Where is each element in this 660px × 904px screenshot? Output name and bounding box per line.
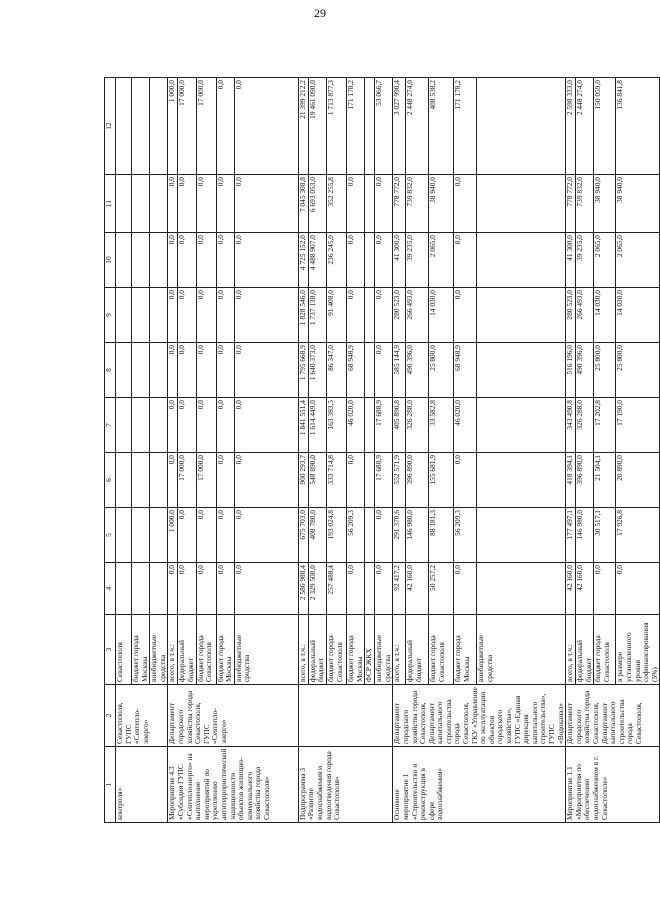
amount-cell	[477, 78, 566, 175]
col-num: 1	[105, 747, 116, 823]
amount-cell: 0,0	[178, 343, 196, 398]
amount-cell: 2 598 333,0	[566, 78, 576, 175]
amount-cell	[365, 508, 375, 563]
amount-cell	[132, 453, 150, 508]
amount-cell: 0,0	[178, 288, 196, 343]
funding-source-cell: внебюджетные средства	[477, 615, 566, 685]
amount-cell: 38 940,0	[429, 175, 454, 233]
responsible-cell: Департамент городского хозяйства города Севастополя, Департамент капитального строительства города Севастополя, ГКУ «Управление по эксплуатации объектов городского хозяйства», ГУПС «Единая дирекция капитального строительства», ГУПС «Водоканал»	[393, 685, 566, 747]
table-row	[566, 78, 576, 823]
amount-cell: 17 000,0	[196, 453, 216, 508]
amount-cell: 25 800,0	[594, 343, 616, 398]
funding-source-cell: бюджет города Москвы	[346, 615, 364, 685]
rotated-table-page	[104, 78, 659, 823]
event-name-cell: Мероприятие 4.3 «Субсидия ГУПС «Севтеплоэнерго» на выполнение мероприятий по укреплению антитеррористической защищенности объектов жилищно-коммунального хозяйства города Севастополя»	[168, 747, 298, 823]
amount-cell	[150, 288, 168, 343]
amount-cell	[150, 175, 168, 233]
amount-cell: 17 926,8	[616, 508, 660, 563]
amount-cell: 86 347,0	[326, 343, 346, 398]
amount-cell: 0,0	[178, 398, 196, 453]
amount-cell	[477, 453, 566, 508]
amount-cell: 0,0	[375, 288, 393, 343]
amount-cell: 19 461 090,0	[308, 78, 326, 175]
amount-cell: 6 693 053,0	[308, 175, 326, 233]
funding-source-cell: бюджет города Севастополя	[196, 615, 216, 685]
amount-cell	[365, 78, 375, 175]
amount-cell: 0,0	[234, 398, 298, 453]
amount-cell	[116, 508, 132, 563]
amount-cell: 136 841,8	[616, 78, 660, 175]
amount-cell: 0,0	[216, 453, 234, 508]
amount-cell: 25 800,0	[616, 343, 660, 398]
amount-cell: 2 065,0	[616, 233, 660, 288]
amount-cell: 418 394,1	[566, 453, 576, 508]
funding-source-cell: бюджет города Москвы	[454, 615, 477, 685]
col-num: 9	[105, 288, 116, 343]
amount-cell: 38 940,0	[616, 175, 660, 233]
amount-cell: 0,0	[375, 233, 393, 288]
amount-cell: 14 030,0	[429, 288, 454, 343]
amount-cell: 675 703,0	[298, 508, 308, 563]
amount-cell: 739 832,0	[405, 175, 428, 233]
amount-cell	[477, 398, 566, 453]
amount-cell: 177 497,1	[566, 508, 576, 563]
amount-cell	[132, 175, 150, 233]
amount-cell	[365, 175, 375, 233]
amount-cell: 0,0	[454, 563, 477, 615]
amount-cell: 0,0	[196, 343, 216, 398]
amount-cell: 17 000,0	[178, 453, 196, 508]
amount-cell: 56 209,3	[454, 508, 477, 563]
amount-cell: 30 517,1	[594, 508, 616, 563]
amount-cell: 21 399 212,2	[298, 78, 308, 175]
amount-cell: 1 795 668,9	[298, 343, 308, 398]
event-name-cell: Мероприятие 1.1 «Мероприятия по обеспечению водоснабжением в г. Севастополе»	[566, 747, 660, 823]
amount-cell: 41 300,0	[393, 233, 406, 288]
amount-cell: 68 948,9	[454, 343, 477, 398]
amount-cell: 17 688,9	[375, 398, 393, 453]
amount-cell: 405 890,8	[393, 398, 406, 453]
col-num: 4	[105, 563, 116, 615]
amount-cell: 0,0	[234, 563, 298, 615]
amount-cell: 0,0	[346, 175, 364, 233]
amount-cell: 46 020,0	[454, 398, 477, 453]
amount-cell: 3 027 990,4	[393, 78, 406, 175]
amount-cell: 88 181,3	[429, 508, 454, 563]
funding-source-cell: бюджет города Севастополя	[594, 615, 616, 685]
amount-cell	[116, 563, 132, 615]
amount-cell: 150 059,0	[594, 78, 616, 175]
col-num: 5	[105, 508, 116, 563]
amount-cell	[132, 78, 150, 175]
amount-cell: 0,0	[178, 563, 196, 615]
amount-cell	[116, 288, 132, 343]
amount-cell	[365, 233, 375, 288]
amount-cell: 14 030,0	[594, 288, 616, 343]
amount-cell: 0,0	[375, 563, 393, 615]
amount-cell: 0,0	[234, 288, 298, 343]
amount-cell: 0,0	[454, 233, 477, 288]
amount-cell: 0,0	[216, 233, 234, 288]
amount-cell: 0,0	[234, 78, 298, 175]
amount-cell: 46 020,0	[346, 398, 364, 453]
amount-cell	[116, 398, 132, 453]
amount-cell: 42 160,0	[566, 563, 576, 615]
amount-cell	[116, 78, 132, 175]
amount-cell: 352 255,8	[326, 175, 346, 233]
amount-cell: 1 640 373,0	[308, 343, 326, 398]
amount-cell: 1 000,0	[168, 78, 178, 175]
amount-cell: 280 523,0	[393, 288, 406, 343]
amount-cell: 92 417,2	[393, 563, 406, 615]
funding-source-cell: федеральный бюджет	[308, 615, 326, 685]
amount-cell: 0,0	[346, 563, 364, 615]
table-body	[116, 78, 660, 823]
amount-cell: 1 614 449,0	[308, 398, 326, 453]
amount-cell: 0,0	[196, 508, 216, 563]
amount-cell: 0,0	[346, 453, 364, 508]
amount-cell: 0,0	[375, 343, 393, 398]
amount-cell: 333 714,8	[326, 453, 346, 508]
funding-source-cell: внебюджетные средства	[375, 615, 393, 685]
funding-source-cell: Севастополя	[116, 615, 132, 685]
amount-cell: 552 571,9	[393, 453, 406, 508]
amount-cell: 2 586 988,4	[298, 563, 308, 615]
funding-source-cell: бюджет города Москвы	[216, 615, 234, 685]
amount-cell	[477, 508, 566, 563]
amount-cell: 193 024,8	[326, 508, 346, 563]
amount-cell: 778 772,0	[566, 175, 576, 233]
funding-source-cell: всего, в т.ч.:	[393, 615, 406, 685]
amount-cell: 33 582,8	[429, 398, 454, 453]
amount-cell: 2 448 274,0	[405, 78, 428, 175]
amount-cell: 778 772,0	[393, 175, 406, 233]
amount-cell: 490 396,0	[405, 343, 428, 398]
amount-cell	[132, 398, 150, 453]
amount-cell	[116, 175, 132, 233]
amount-cell: 0,0	[216, 78, 234, 175]
amount-cell: 42 160,0	[576, 563, 594, 615]
amount-cell: 585 144,9	[393, 343, 406, 398]
funding-source-cell: в размере установленного уровня софинансирования (5%)	[616, 615, 660, 685]
amount-cell	[132, 288, 150, 343]
column-number-row	[105, 78, 116, 823]
table-row	[393, 78, 406, 823]
funding-source-cell: всего, в т.ч.:	[168, 615, 178, 685]
amount-cell: 0,0	[216, 508, 234, 563]
amount-cell: 42 160,0	[405, 563, 428, 615]
col-num: 6	[105, 453, 116, 508]
amount-cell: 408 538,2	[429, 78, 454, 175]
amount-cell	[150, 233, 168, 288]
amount-cell: 0,0	[375, 508, 393, 563]
amount-cell: 0,0	[196, 233, 216, 288]
event-name-cell: Основное мероприятие 1 «Строительство и реконструкция в сфере водоснабжения»	[393, 747, 566, 823]
funding-source-cell: бюджет города Севастополя	[326, 615, 346, 685]
event-name-cell: Подпрограмма 3 «Развитие водоснабжения и водоотведения города Севастополя»	[298, 747, 393, 823]
amount-cell	[365, 288, 375, 343]
amount-cell: 0,0	[196, 398, 216, 453]
amount-cell: 408 780,0	[308, 508, 326, 563]
col-num: 11	[105, 175, 116, 233]
amount-cell: 266 493,0	[405, 288, 428, 343]
amount-cell: 0,0	[168, 175, 178, 233]
amount-cell: 17 688,9	[375, 453, 393, 508]
amount-cell	[116, 233, 132, 288]
amount-cell: 25 800,0	[429, 343, 454, 398]
amount-cell: 0,0	[234, 233, 298, 288]
table-row	[168, 78, 178, 823]
responsible-cell: Департамент городского хозяйства города Севастополя, Департамент капитального строительства города Севастополя,	[566, 685, 660, 747]
funding-source-cell: ФСР ЖКХ	[365, 615, 375, 685]
funding-source-cell: внебюджетные средства	[150, 615, 168, 685]
amount-cell: 163 393,5	[326, 398, 346, 453]
amount-cell: 17 000,0	[196, 78, 216, 175]
amount-cell: 0,0	[216, 175, 234, 233]
amount-cell: 20 890,0	[616, 453, 660, 508]
amount-cell: 0,0	[616, 563, 660, 615]
amount-cell: 0,0	[234, 508, 298, 563]
amount-cell	[132, 563, 150, 615]
amount-cell: 0,0	[168, 563, 178, 615]
amount-cell: 0,0	[196, 175, 216, 233]
amount-cell: 0,0	[594, 563, 616, 615]
responsible-cell	[298, 685, 393, 747]
amount-cell: 91 408,0	[326, 288, 346, 343]
funding-source-cell: бюджет города Москвы	[132, 615, 150, 685]
amount-cell: 56 209,3	[346, 508, 364, 563]
amount-cell	[132, 343, 150, 398]
responsible-cell: Севастополя, ГУПС «Севтепло- энерго»	[116, 685, 168, 747]
amount-cell	[365, 343, 375, 398]
amount-cell: 2 065,0	[429, 233, 454, 288]
amount-cell: 17 202,8	[594, 398, 616, 453]
table-row	[116, 78, 132, 823]
amount-cell: 2 448 274,0	[576, 78, 594, 175]
funding-source-cell: всего, в т.ч.:	[566, 615, 576, 685]
amount-cell: 38 940,0	[594, 175, 616, 233]
amount-cell: 0,0	[196, 563, 216, 615]
amount-cell	[116, 343, 132, 398]
amount-cell: 171 178,2	[454, 78, 477, 175]
amount-cell: 0,0	[178, 175, 196, 233]
page-number: 29	[314, 6, 326, 20]
amount-cell: 266 493,0	[576, 288, 594, 343]
amount-cell: 171 178,2	[346, 78, 364, 175]
responsible-cell: Департамент городского хозяйства города Севастополя, ГУПС «Севтепло- энерго»	[168, 685, 298, 747]
amount-cell: 0,0	[178, 508, 196, 563]
amount-cell: 257 488,4	[326, 563, 346, 615]
amount-cell: 39 235,0	[576, 233, 594, 288]
amount-cell	[150, 453, 168, 508]
amount-cell: 0,0	[216, 343, 234, 398]
amount-cell: 53 066,7	[375, 78, 393, 175]
col-num: 10	[105, 233, 116, 288]
amount-cell	[132, 233, 150, 288]
amount-cell: 516 196,0	[566, 343, 576, 398]
col-num: 12	[105, 78, 116, 175]
amount-cell	[150, 398, 168, 453]
amount-cell: 39 235,0	[405, 233, 428, 288]
amount-cell: 0,0	[346, 288, 364, 343]
funding-source-cell: федеральный бюджет	[405, 615, 428, 685]
amount-cell	[477, 563, 566, 615]
amount-cell: 280 523,0	[566, 288, 576, 343]
amount-cell	[477, 343, 566, 398]
amount-cell	[365, 453, 375, 508]
amount-cell: 0,0	[168, 343, 178, 398]
amount-cell: 0,0	[375, 175, 393, 233]
amount-cell	[365, 398, 375, 453]
amount-cell: 0,0	[454, 453, 477, 508]
amount-cell	[150, 78, 168, 175]
budget-table	[104, 77, 660, 823]
amount-cell: 0,0	[234, 453, 298, 508]
amount-cell: 0,0	[178, 233, 196, 288]
event-name-cell: контроля»	[116, 747, 168, 823]
amount-cell: 0,0	[168, 288, 178, 343]
amount-cell: 2 065,0	[594, 233, 616, 288]
amount-cell: 326 288,0	[576, 398, 594, 453]
amount-cell	[150, 563, 168, 615]
amount-cell: 155 681,9	[429, 453, 454, 508]
col-num: 2	[105, 685, 116, 747]
amount-cell: 0,0	[216, 398, 234, 453]
amount-cell: 1 841 551,4	[298, 398, 308, 453]
amount-cell: 7 045 308,8	[298, 175, 308, 233]
amount-cell: 21 504,1	[594, 453, 616, 508]
amount-cell	[477, 233, 566, 288]
amount-cell: 1 737 138,0	[308, 288, 326, 343]
amount-cell: 0,0	[216, 288, 234, 343]
col-num: 3	[105, 615, 116, 685]
amount-cell: 1 713 877,3	[326, 78, 346, 175]
amount-cell: 146 980,0	[405, 508, 428, 563]
amount-cell: 396 890,0	[576, 453, 594, 508]
amount-cell: 900 293,7	[298, 453, 308, 508]
amount-cell: 4 725 152,0	[298, 233, 308, 288]
amount-cell	[150, 343, 168, 398]
col-num: 7	[105, 398, 116, 453]
amount-cell: 2 329 500,0	[308, 563, 326, 615]
amount-cell: 396 890,0	[405, 453, 428, 508]
amount-cell: 146 980,0	[576, 508, 594, 563]
funding-source-cell: бюджет города Севастополя	[429, 615, 454, 685]
amount-cell: 50 257,2	[429, 563, 454, 615]
table-row	[298, 78, 308, 823]
amount-cell: 343 490,8	[566, 398, 576, 453]
amount-cell: 17 190,0	[616, 398, 660, 453]
funding-source-cell: всего, в т.ч.:	[298, 615, 308, 685]
amount-cell: 0,0	[234, 343, 298, 398]
funding-source-cell: федеральный бюджет	[178, 615, 196, 685]
amount-cell: 4 488 907,0	[308, 233, 326, 288]
amount-cell	[477, 288, 566, 343]
amount-cell	[116, 453, 132, 508]
amount-cell: 548 890,0	[308, 453, 326, 508]
funding-source-cell: федеральный бюджет	[576, 615, 594, 685]
amount-cell	[150, 508, 168, 563]
amount-cell: 14 030,0	[616, 288, 660, 343]
amount-cell: 236 245,0	[326, 233, 346, 288]
amount-cell: 0,0	[234, 175, 298, 233]
amount-cell	[477, 175, 566, 233]
amount-cell: 291 370,6	[393, 508, 406, 563]
amount-cell: 17 000,0	[178, 78, 196, 175]
amount-cell: 0,0	[454, 175, 477, 233]
amount-cell: 0,0	[168, 453, 178, 508]
amount-cell	[365, 563, 375, 615]
amount-cell: 41 300,0	[566, 233, 576, 288]
amount-cell: 1 000,0	[168, 508, 178, 563]
amount-cell: 0,0	[168, 398, 178, 453]
amount-cell: 0,0	[454, 288, 477, 343]
amount-cell: 326 288,0	[405, 398, 428, 453]
amount-cell: 0,0	[216, 563, 234, 615]
amount-cell	[132, 508, 150, 563]
amount-cell: 0,0	[346, 233, 364, 288]
funding-source-cell: внебюджетные средства	[234, 615, 298, 685]
amount-cell: 0,0	[196, 288, 216, 343]
amount-cell: 68 948,9	[346, 343, 364, 398]
amount-cell: 0,0	[168, 233, 178, 288]
amount-cell: 1 828 546,0	[298, 288, 308, 343]
col-num: 8	[105, 343, 116, 398]
amount-cell: 739 832,0	[576, 175, 594, 233]
amount-cell: 490 396,0	[576, 343, 594, 398]
